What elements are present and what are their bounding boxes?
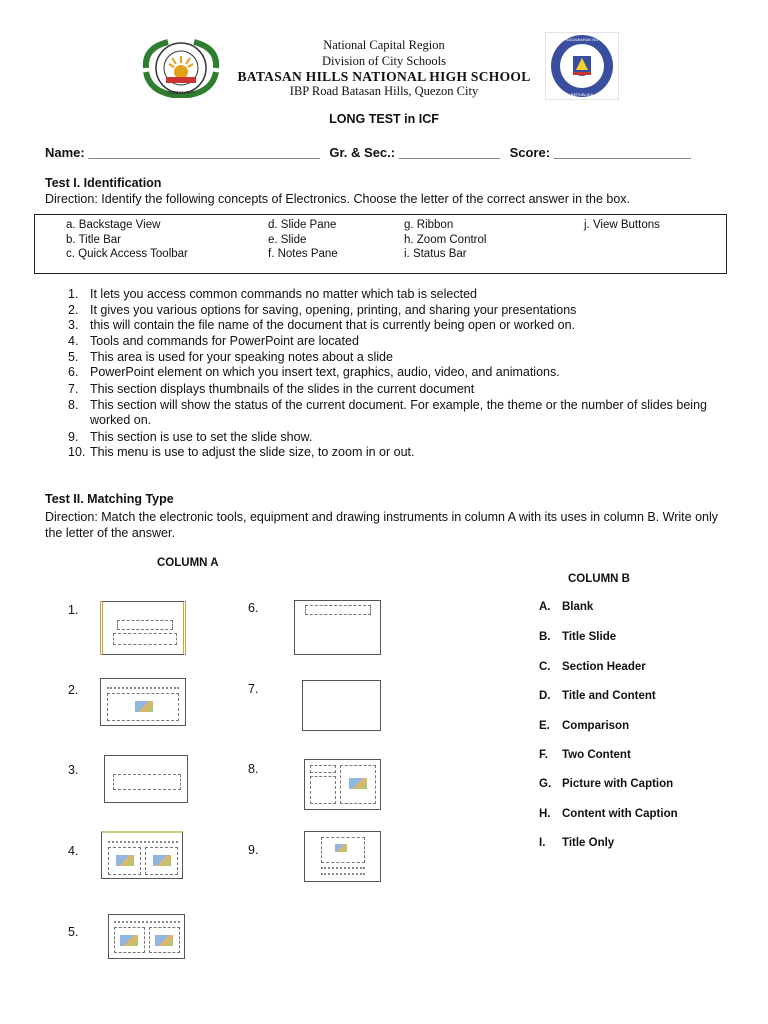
- column-a-number: 2.: [68, 683, 79, 697]
- column-b-label: Section Header: [562, 661, 646, 673]
- column-a-number: 1.: [68, 603, 79, 617]
- question-item: [68, 334, 708, 349]
- test2-title: Test II. Matching Type: [45, 492, 174, 506]
- question-number: 3.: [68, 318, 79, 332]
- column-b-item: [539, 690, 656, 702]
- column-b-letter: F.: [539, 749, 548, 761]
- column-b-letter: D.: [539, 690, 551, 702]
- column-b-item: [539, 720, 629, 732]
- layout-thumbnail-two-content: [108, 914, 185, 959]
- column-b-label: Two Content: [562, 749, 631, 761]
- question-item: [68, 318, 708, 333]
- column-b-label: Content with Caption: [562, 808, 678, 820]
- column-b-letter: A.: [539, 601, 551, 613]
- question-item: [68, 350, 708, 365]
- column-b-letter: H.: [539, 808, 551, 820]
- test2-direction: Direction: Match the electronic tools, equipment and drawing instruments in column A with its uses in column B. Write only the letter of the answer.: [45, 510, 718, 540]
- column-b-label: Picture with Caption: [562, 778, 674, 790]
- question-number: 10.: [68, 445, 86, 459]
- column-b-letter: E.: [539, 720, 550, 732]
- question-number: 5.: [68, 350, 79, 364]
- column-b-letter: I.: [539, 837, 546, 849]
- header-school: BATASAN HILLS NATIONAL HIGH SCHOOL: [237, 69, 531, 84]
- page-title: LONG TEST in ICF: [329, 112, 439, 126]
- question-text: It lets you access common commands no matter which tab is selected: [90, 287, 477, 301]
- question-number: 6.: [68, 365, 79, 379]
- layout-thumbnail-comparison: [101, 831, 183, 879]
- question-number: 4.: [68, 334, 79, 348]
- layout-thumbnail-picture-with-caption: [304, 831, 381, 882]
- question-item: [68, 365, 708, 380]
- choice-i: i. Status Bar: [404, 248, 467, 260]
- column-b-item: [539, 661, 646, 673]
- question-text: Tools and commands for PowerPoint are located: [90, 334, 359, 348]
- question-text: This section is use to set the slide show.: [90, 430, 313, 444]
- question-number: 9.: [68, 430, 79, 444]
- column-b-letter: C.: [539, 661, 551, 673]
- grade-section-field[interactable]: Gr. & Sec.: ______________: [329, 145, 500, 160]
- layout-thumbnail-content-with-caption: [304, 759, 381, 810]
- question-item: [68, 430, 708, 445]
- question-text: this will contain the file name of the document that is currently being open or worked on.: [90, 318, 575, 332]
- choices-box: [34, 214, 727, 274]
- layout-thumbnail-title-and-content: [100, 678, 186, 726]
- layout-thumbnail-title-slide: [100, 601, 186, 655]
- question-item: [68, 303, 708, 318]
- column-a-number: 6.: [248, 601, 259, 615]
- question-text: This section will show the status of the current document. For example, the theme or the number of slides being worked on.: [90, 398, 707, 427]
- svg-text:QUEZON CITY: QUEZON CITY: [166, 90, 196, 95]
- test1-direction: Direction: Identify the following concepts of Electronics. Choose the letter of the correct answer in the box.: [45, 192, 631, 206]
- column-b-label: Title Only: [562, 837, 615, 849]
- column-b-label: Title Slide: [562, 631, 617, 643]
- choice-d: d. Slide Pane: [268, 219, 337, 231]
- column-a-number: 4.: [68, 844, 79, 858]
- name-field[interactable]: Name: ________________________________: [45, 145, 320, 160]
- column-b-label: Blank: [562, 601, 594, 613]
- question-item: [68, 287, 708, 302]
- column-b-item: [539, 749, 631, 761]
- question-text: This section displays thumbnails of the slides in the current document: [90, 382, 475, 396]
- question-number: 1.: [68, 287, 79, 301]
- choice-f: f. Notes Pane: [268, 248, 338, 260]
- question-text: This area is used for your speaking notes about a slide: [90, 350, 393, 364]
- column-b-header: COLUMN B: [568, 573, 630, 585]
- question-number: 2.: [68, 303, 79, 317]
- column-b-letter: G.: [539, 778, 552, 790]
- question-text: PowerPoint element on which you insert text, graphics, audio, video, and animations.: [90, 365, 560, 379]
- question-number: 8.: [68, 398, 79, 412]
- question-text: This menu is use to adjust the slide size, to zoom in or out.: [90, 445, 415, 459]
- column-b-item: [539, 837, 614, 849]
- choice-j: j. View Buttons: [584, 219, 660, 231]
- column-b-item: [539, 601, 593, 613]
- column-b-item: [539, 808, 678, 820]
- layout-thumbnail-section-header: [104, 755, 188, 803]
- choice-g: g. Ribbon: [404, 219, 454, 231]
- header-address: IBP Road Batasan Hills, Quezon City: [289, 84, 479, 98]
- column-a-number: 8.: [248, 762, 259, 776]
- column-a-number: 3.: [68, 763, 79, 777]
- choice-c: c. Quick Access Toolbar: [66, 248, 188, 260]
- column-b-item: [539, 778, 673, 790]
- header-region: National Capital Region: [323, 38, 445, 52]
- column-b-label: Title and Content: [562, 690, 656, 702]
- column-a-number: 5.: [68, 925, 79, 939]
- column-b-letter: B.: [539, 631, 551, 643]
- column-b-label: Comparison: [562, 720, 630, 732]
- choice-b: b. Title Bar: [66, 234, 121, 246]
- test1-title: Test I. Identification: [45, 176, 162, 190]
- svg-text:REPUBLIKA: REPUBLIKA: [570, 92, 594, 97]
- student-info-row: [45, 145, 691, 160]
- question-text: It gives you various options for saving, opening, printing, and sharing your presentations: [90, 303, 577, 317]
- column-b-item: [539, 631, 616, 643]
- choice-a: a. Backstage View: [66, 219, 161, 231]
- column-a-number: 9.: [248, 843, 259, 857]
- question-number: 7.: [68, 382, 79, 396]
- question-item: [68, 398, 708, 427]
- score-field[interactable]: Score: ___________________: [509, 145, 692, 160]
- question-item: [68, 445, 708, 460]
- layout-thumbnail-title-only: [294, 600, 381, 655]
- column-a-header: COLUMN A: [157, 557, 219, 569]
- svg-text:KAGAWARAN NG: KAGAWARAN NG: [565, 37, 599, 42]
- column-a-number: 7.: [248, 682, 259, 696]
- layout-thumbnail-blank: [302, 680, 381, 731]
- header-division: Division of City Schools: [322, 54, 446, 68]
- choice-e: e. Slide: [268, 234, 307, 246]
- question-item: [68, 382, 708, 397]
- choice-h: h. Zoom Control: [404, 234, 487, 246]
